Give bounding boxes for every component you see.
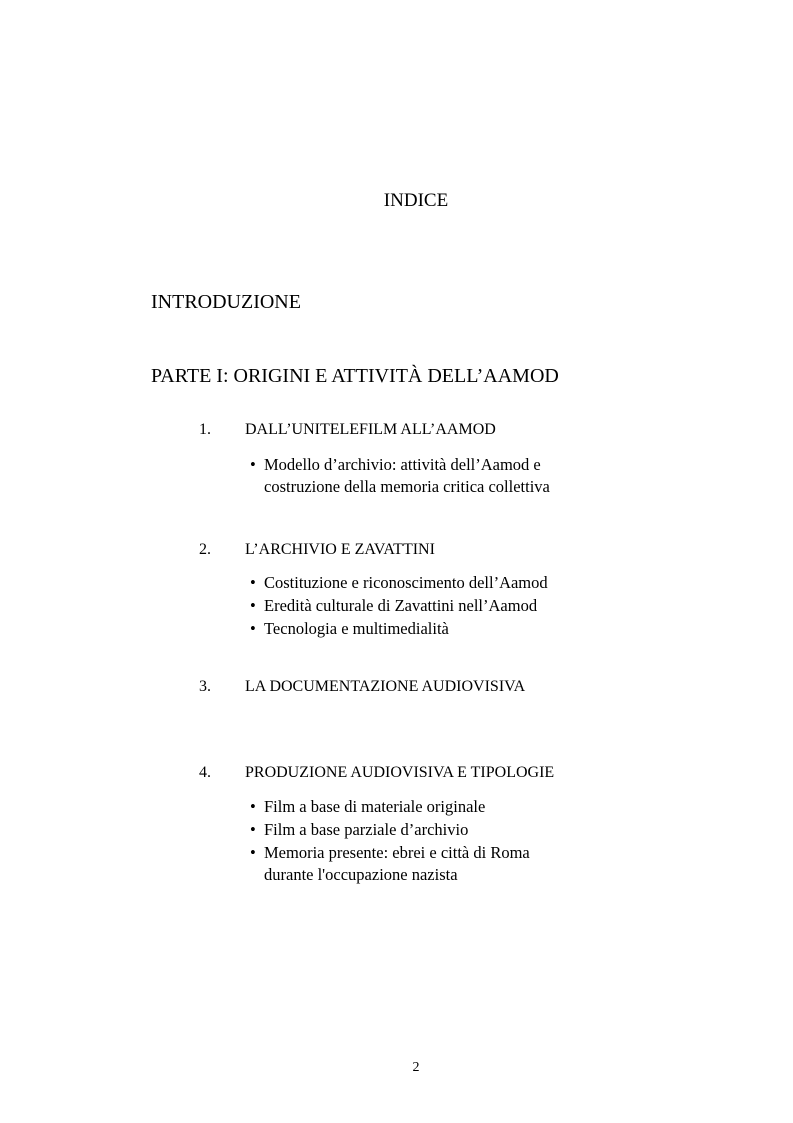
chapter-number: 1. [199, 421, 211, 438]
chapter-title: LA DOCUMENTAZIONE AUDIOVISIVA [245, 678, 526, 695]
bullet-continuation: durante l'occupazione nazista [264, 865, 458, 884]
bullet-item [250, 573, 548, 593]
bullet-item [250, 619, 449, 639]
chapter-title: L’ARCHIVIO E ZAVATTINI [245, 541, 435, 558]
bullet-item [250, 797, 485, 817]
bullet-text: Film a base parziale d’archivio [264, 820, 469, 839]
chapter-title: PRODUZIONE AUDIOVISIVA E TIPOLOGIE [245, 764, 555, 781]
bullet-icon: • [250, 455, 256, 474]
bullet-icon: • [250, 596, 256, 615]
bullet-icon: • [250, 797, 256, 816]
bullet-text: Film a base di materiale originale [264, 797, 486, 816]
introduction-heading: INTRODUZIONE [151, 291, 301, 313]
bullet-icon: • [250, 820, 256, 839]
page-number: 2 [412, 1060, 420, 1075]
bullet-item [250, 455, 541, 475]
chapter-number: 2. [199, 541, 211, 558]
chapter-number: 3. [199, 678, 211, 695]
bullet-text: Tecnologia e multimedialità [264, 619, 449, 638]
chapter-title: DALL’UNITELEFILM ALL’AAMOD [245, 421, 496, 438]
bullet-text: Costituzione e riconoscimento dell’Aamod [264, 573, 548, 592]
bullet-item [250, 843, 530, 863]
chapter-number: 4. [199, 764, 211, 781]
bullet-text: Modello d’archivio: attività dell’Aamod e [264, 455, 541, 474]
bullet-text: Memoria presente: ebrei e città di Roma [264, 843, 530, 862]
bullet-icon: • [250, 573, 256, 592]
part1-heading: PARTE I: ORIGINI E ATTIVITÀ DELL’AAMOD [151, 365, 559, 387]
bullet-icon: • [250, 619, 256, 638]
bullet-item [250, 820, 468, 840]
bullet-icon: • [250, 843, 256, 862]
bullet-continuation: costruzione della memoria critica collettiva [264, 477, 550, 496]
bullet-item [250, 596, 537, 616]
index-title: INDICE [383, 190, 449, 211]
bullet-text: Eredità culturale di Zavattini nell’Aamod [264, 596, 538, 615]
